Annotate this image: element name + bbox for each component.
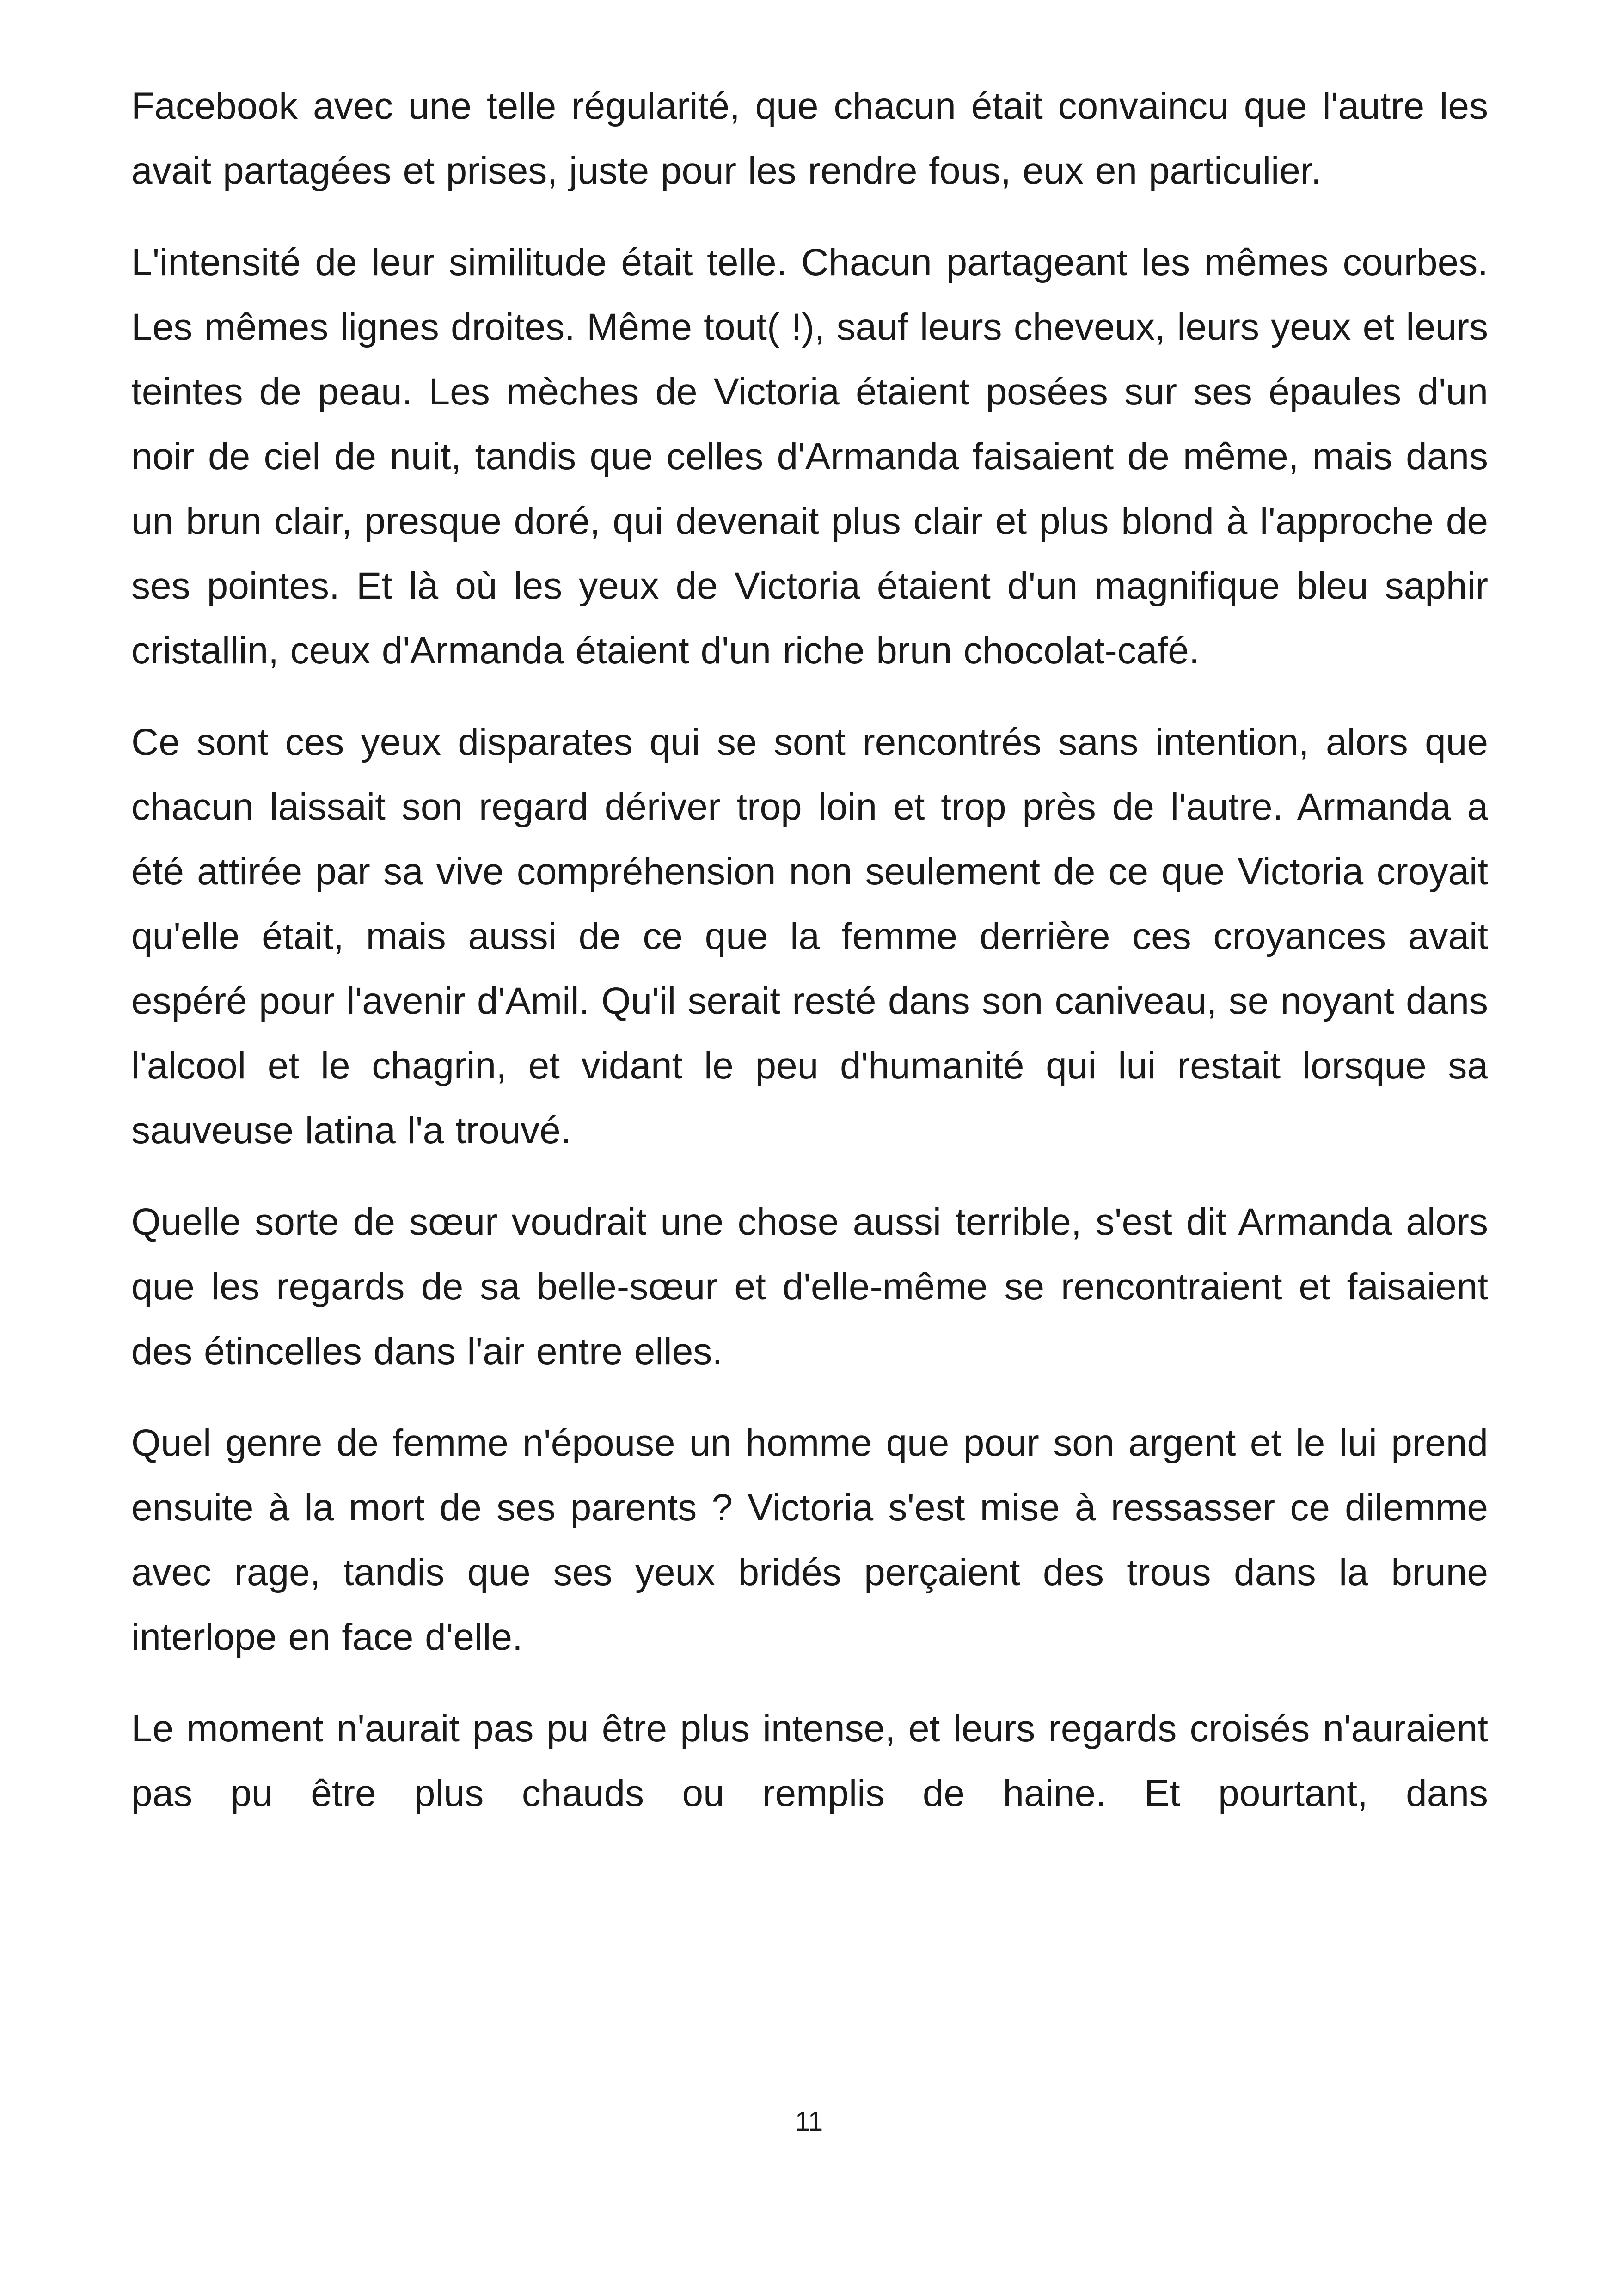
- body-text: [131, 74, 1488, 1853]
- paragraph: Facebook avec une telle régularité, que chacun était convaincu que l'autre les avait partagées et prises, juste pour les rendre fous, eux en particulier.: [131, 85, 1488, 192]
- paragraph: L'intensité de leur similitude était telle. Chacun partageant les mêmes courbes. Les mêmes lignes droites. Même tout( !), sauf leurs cheveux, leurs yeux et leurs teintes de peau. Les mèches de Victoria étaient posées sur ses épaules d'un noir de ciel de nuit, tandis que celles d'Armanda faisaient de même, mais dans un brun clair, presque doré, qui devenait plus clair et plus blond à l'approche de ses pointes. Et là où les yeux de Victoria étaient d'un magnifique bleu saphir cristallin, ceux d'Armanda étaient d'un riche brun chocolat-café.: [131, 241, 1488, 672]
- paragraph: Le moment n'aurait pas pu être plus intense, et leurs regards croisés n'auraient pas pu être plus chauds ou remplis de haine. Et pourtant, dans: [131, 1708, 1488, 1814]
- page-number: 11: [795, 2106, 823, 2137]
- paragraph: Quelle sorte de sœur voudrait une chose aussi terrible, s'est dit Armanda alors que les regards de sa belle-sœur et d'elle-même se rencontraient et faisaient des étincelles dans l'air entre elles.: [131, 1201, 1488, 1372]
- paragraph: Ce sont ces yeux disparates qui se sont rencontrés sans intention, alors que chacun laissait son regard dériver trop loin et trop près de l'autre. Armanda a été attirée par sa vive compréhension non seulement de ce que Victoria croyait qu'elle était, mais aussi de ce que la femme derrière ces croyances avait espéré pour l'avenir d'Amil. Qu'il serait resté dans son caniveau, se noyant dans l'alcool et le chagrin, et vidant le peu d'humanité qui lui restait lorsque sa sauveuse latina l'a trouvé.: [131, 721, 1488, 1151]
- paragraph: Quel genre de femme n'épouse un homme que pour son argent et le lui prend ensuite à la mort de ses parents ? Victoria s'est mise à ressasser ce dilemme avec rage, tandis que ses yeux bridés perçaient des trous dans la brune interlope en face d'elle.: [131, 1422, 1488, 1658]
